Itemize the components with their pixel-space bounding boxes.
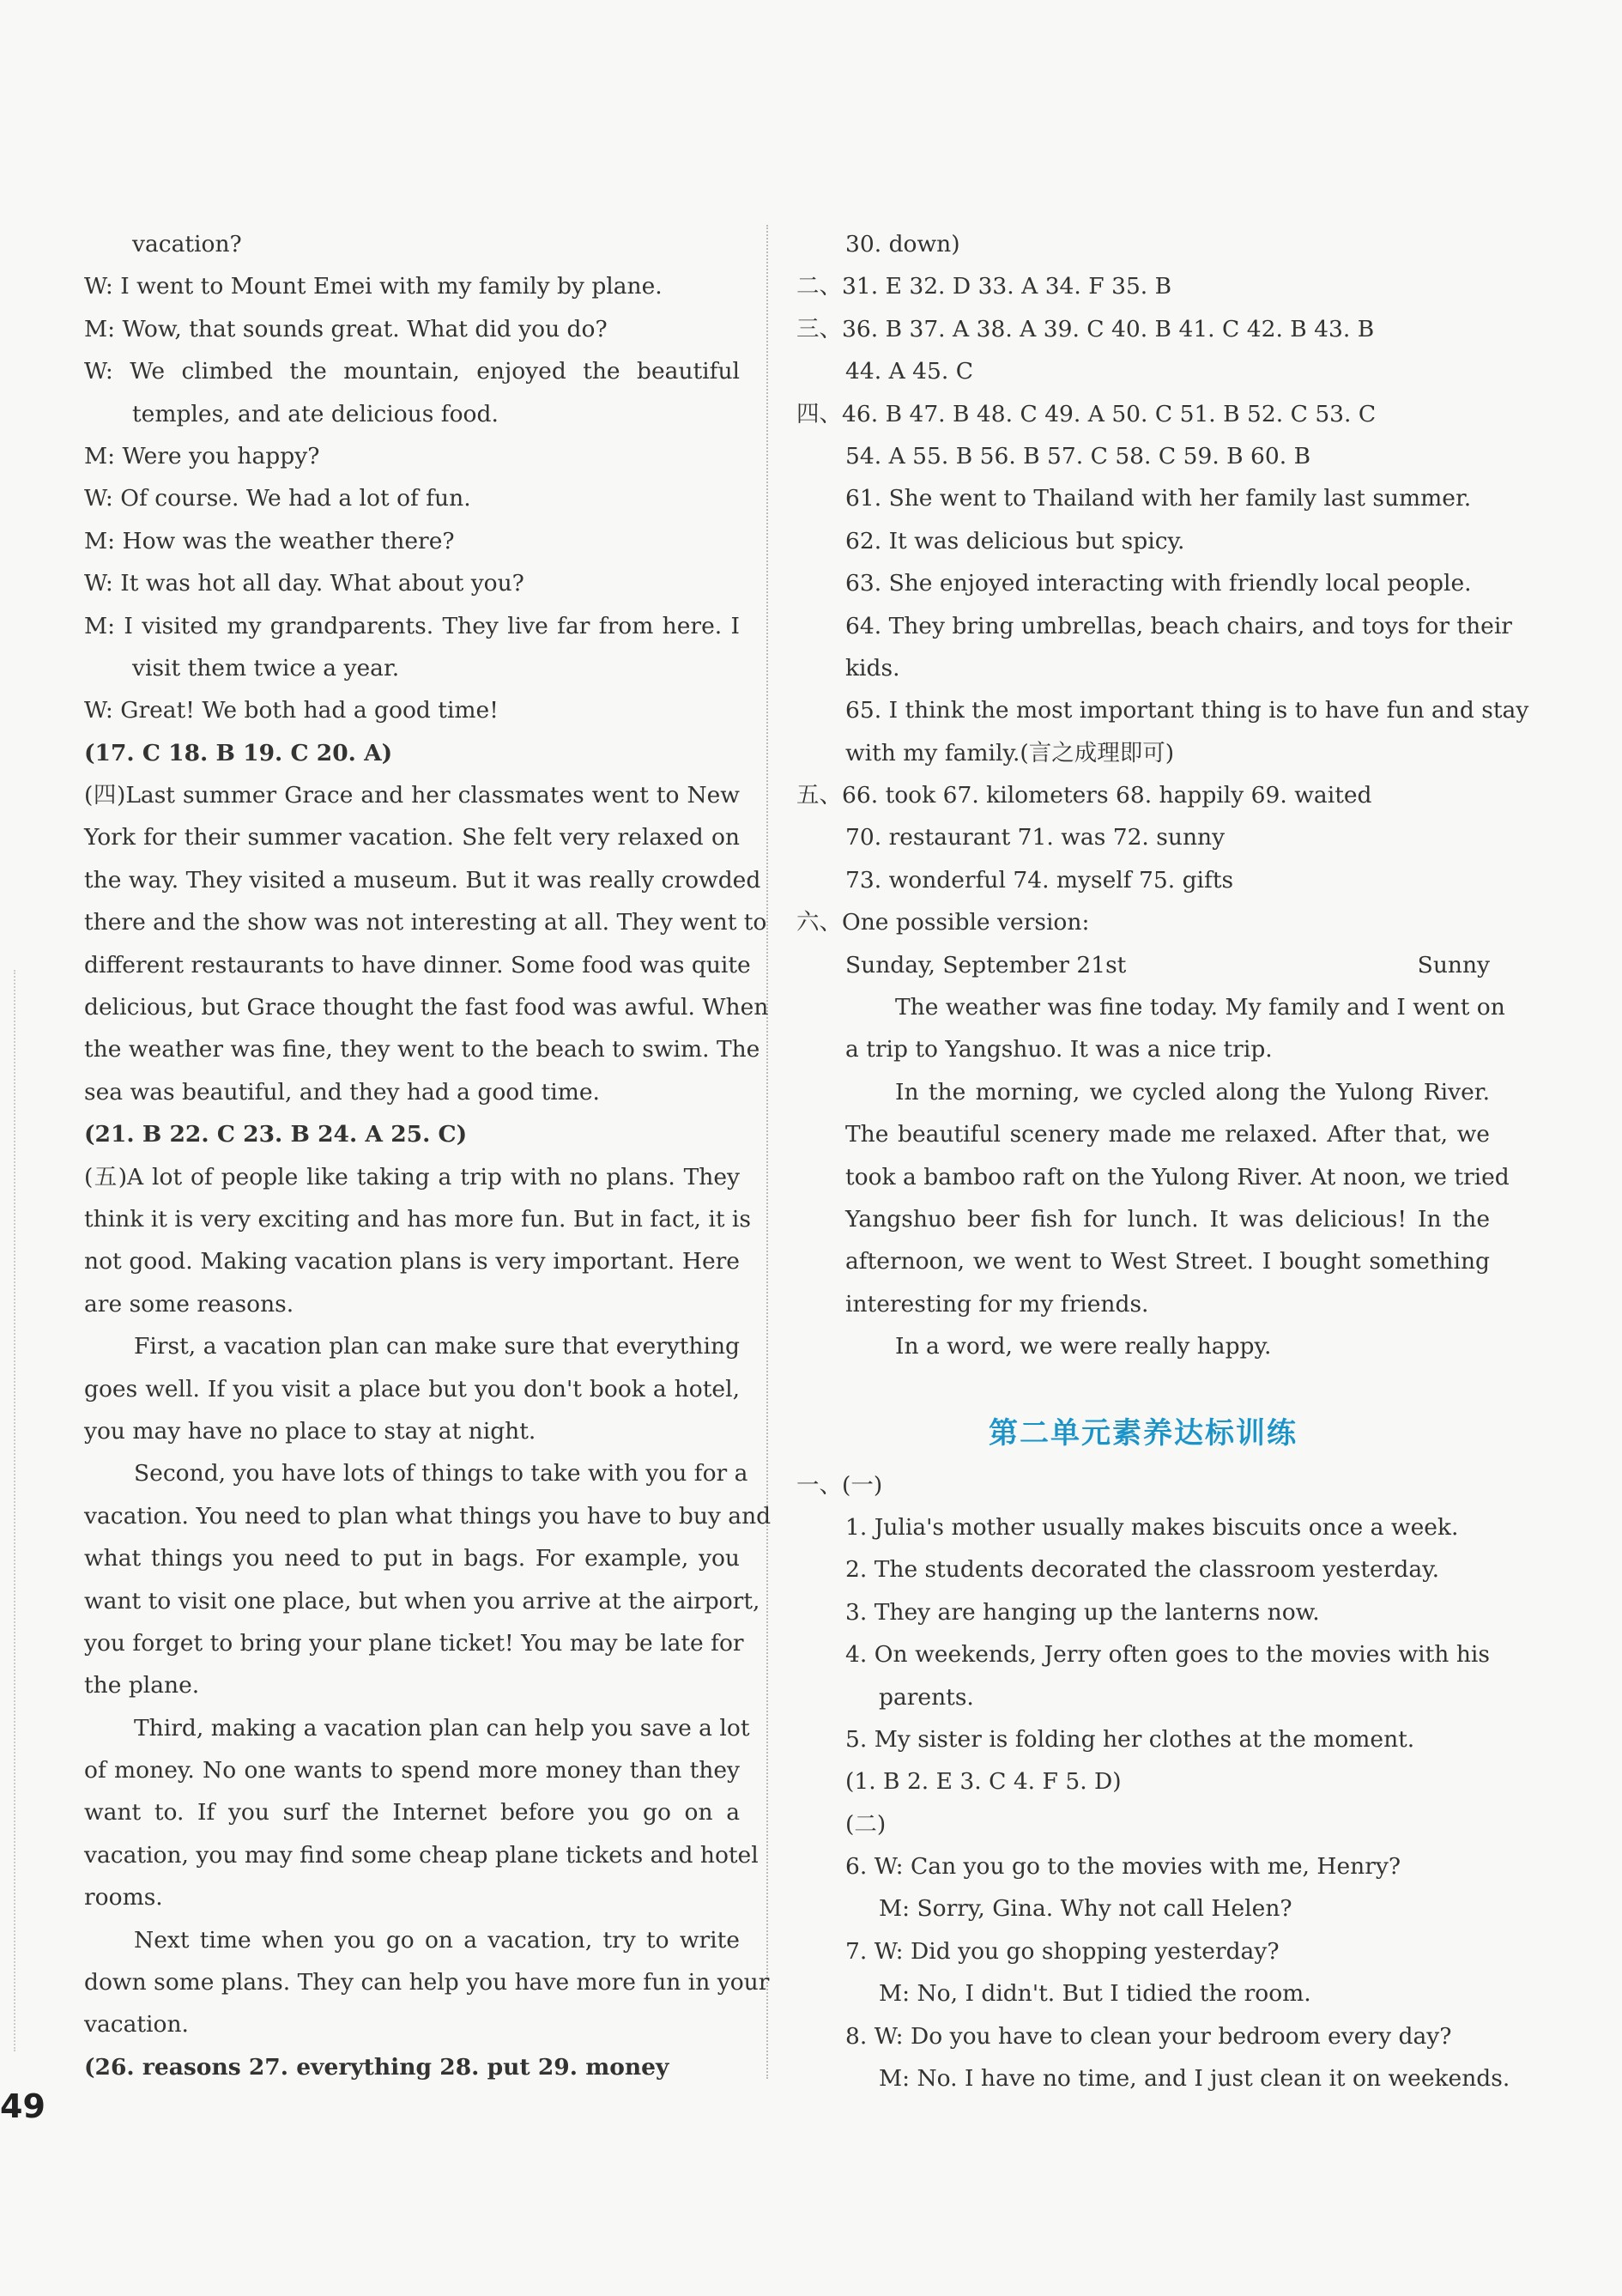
text-line: want to. If you surf the Internet before you go on a — [84, 1799, 740, 1827]
answer-line: 5. My sister is folding her clothes at the moment. — [845, 1725, 1415, 1753]
column-divider — [766, 225, 768, 2079]
answer-key: 54. A 55. B 56. B 57. C 58. C 59. B 60. B — [845, 442, 1311, 469]
text-line: a trip to Yangshuo. It was a nice trip. — [845, 1036, 1273, 1063]
text-line: M: How was the weather there? — [84, 527, 455, 554]
text-line: you forget to bring your plane ticket! You may be late for — [84, 1629, 744, 1657]
text-line: sea was beautiful, and they had a good time. — [84, 1078, 600, 1106]
text-line: the way. They visited a museum. But it was really crowded — [84, 866, 761, 894]
text-line: what things you need to put in bags. For example, you — [84, 1545, 740, 1572]
text-line: interesting for my friends. — [845, 1290, 1149, 1318]
page-number: 49 — [0, 2087, 45, 2125]
text-line: down some plans. They can help you have more fun in your — [84, 1969, 770, 1996]
dialogue-line: 6. W: Can you go to the movies with me, Henry? — [845, 1853, 1401, 1881]
text-line: took a bamboo raft on the Yulong River. At noon, we tried — [845, 1163, 1510, 1190]
text-line: First, a vacation plan can make sure that everything — [134, 1333, 740, 1360]
dialogue-line: M: No. I have no time, and I just clean it on weekends. — [879, 2065, 1510, 2093]
answer-line: 63. She enjoyed interacting with friendly local people. — [845, 570, 1472, 597]
text-line: The beautiful scenery made me relaxed. After that, we — [845, 1121, 1490, 1148]
answer-line: 2. The students decorated the classroom yesterday. — [845, 1556, 1440, 1584]
answer-line: parents. — [879, 1683, 974, 1711]
margin-dotted-line — [14, 970, 15, 2051]
answer-line: 1. Julia's mother usually makes biscuits once a week. — [845, 1513, 1459, 1541]
text-line: vacation? — [132, 231, 242, 257]
answer-line: 3. They are hanging up the lanterns now. — [845, 1598, 1320, 1626]
text-line: there and the show was not interesting at all. They went to — [84, 909, 767, 936]
diary-weather: Sunny — [1417, 951, 1490, 978]
text-line: think it is very exciting and has more fun. But in fact, it is — [84, 1205, 751, 1233]
answer-key: 73. wonderful 74. myself 75. gifts — [845, 866, 1234, 894]
text-line: W: We climbed the mountain, enjoyed the beautiful — [84, 358, 740, 385]
text-line: vacation, you may find some cheap plane tickets and hotel — [84, 1841, 759, 1869]
answer-key: (21. B 22. C 23. B 24. A 25. C) — [84, 1121, 468, 1148]
answer-key: 二、31. E 32. D 33. A 34. F 35. B — [796, 273, 1172, 300]
section-label: (二) — [845, 1810, 887, 1838]
left-column — [84, 223, 772, 2088]
text-line: rooms. — [84, 1884, 163, 1911]
answer-key: 30. down) — [845, 231, 960, 257]
diary-date: Sunday, September 21st — [845, 951, 1127, 978]
section-label: 六、One possible version: — [796, 909, 1090, 936]
text-line: vacation. — [84, 2011, 189, 2039]
answer-line: 65. I think the most important thing is to have fun and stay — [845, 697, 1529, 724]
text-line: In a word, we were really happy. — [895, 1333, 1272, 1360]
text-line: (四)Last summer Grace and her classmates went to New — [84, 782, 740, 809]
text-line: goes well. If you visit a place but you don't book a hotel, — [84, 1375, 740, 1402]
text-line: W: Of course. We had a lot of fun. — [84, 485, 471, 512]
text-line: M: Were you happy? — [84, 442, 320, 469]
text-line: the weather was fine, they went to the beach to swim. The — [84, 1036, 760, 1063]
text-line: (五)A lot of people like taking a trip with no plans. They — [84, 1163, 740, 1190]
text-line: different restaurants to have dinner. Some food was quite — [84, 951, 751, 978]
text-line: are some reasons. — [84, 1290, 294, 1318]
answer-line: kids. — [845, 654, 900, 682]
unit-heading: 第二单元素养达标训练 — [989, 1415, 1298, 1451]
dialogue-line: 8. W: Do you have to clean your bedroom every day? — [845, 2022, 1452, 2050]
text-line: Next time when you go on a vacation, try to write — [134, 1926, 740, 1954]
dialogue-line: M: No, I didn't. But I tidied the room. — [879, 1980, 1311, 2008]
text-line: delicious, but Grace thought the fast food was awful. When — [84, 994, 769, 1021]
text-line: afternoon, we went to West Street. I bought something — [845, 1248, 1490, 1275]
text-line: of money. No one wants to spend more money than they — [84, 1757, 740, 1784]
right-column — [796, 223, 1529, 2099]
text-line: York for their summer vacation. She felt very relaxed on — [84, 824, 740, 851]
answer-key: 五、66. took 67. kilometers 68. happily 69. waited — [796, 782, 1372, 809]
dialogue-line: 7. W: Did you go shopping yesterday? — [845, 1937, 1280, 1965]
text-line: The weather was fine today. My family and I went on — [895, 994, 1505, 1021]
text-line: vacation. You need to plan what things you have to buy and — [84, 1502, 772, 1530]
text-line: In the morning, we cycled along the Yulong River. — [895, 1078, 1490, 1106]
answer-line: 64. They bring umbrellas, beach chairs, and toys for their — [845, 612, 1512, 639]
answer-key: 三、36. B 37. A 38. A 39. C 40. B 41. C 42. B 43. B — [796, 315, 1375, 342]
section-label: 一、(一) — [796, 1471, 883, 1499]
text-line: the plane. — [84, 1672, 200, 1699]
text-line: M: Wow, that sounds great. What did you do? — [84, 315, 608, 342]
text-line: visit them twice a year. — [132, 654, 400, 682]
text-line: Second, you have lots of things to take with you for a — [134, 1460, 748, 1487]
text-line: want to visit one place, but when you arrive at the airport, — [84, 1587, 760, 1614]
answer-line: 61. She went to Thailand with her family last summer. — [845, 485, 1472, 512]
answer-key: 44. A 45. C — [845, 358, 973, 385]
answer-line: with my family.(言之成理即可) — [845, 739, 1175, 766]
text-line: Yangshuo beer fish for lunch. It was delicious! In the — [845, 1205, 1490, 1233]
answer-key: (26. reasons 27. everything 28. put 29. money — [84, 2053, 669, 2081]
answer-key: 四、46. B 47. B 48. C 49. A 50. C 51. B 52. C 53. C — [796, 400, 1377, 427]
text-line: W: Great! We both had a good time! — [84, 697, 499, 724]
answer-key: 70. restaurant 71. was 72. sunny — [845, 824, 1226, 851]
answer-line: 4. On weekends, Jerry often goes to the movies with his — [845, 1641, 1490, 1669]
text-line: W: It was hot all day. What about you? — [84, 570, 524, 597]
dialogue-line: M: Sorry, Gina. Why not call Helen? — [879, 1895, 1292, 1923]
answer-key: (1. B 2. E 3. C 4. F 5. D) — [845, 1768, 1122, 1796]
answer-key: (17. C 18. B 19. C 20. A) — [84, 739, 393, 766]
text-line: you may have no place to stay at night. — [84, 1417, 536, 1445]
diary-date-line — [796, 944, 1490, 986]
text-line: temples, and ate delicious food. — [132, 400, 499, 427]
answer-line: 62. It was delicious but spicy. — [845, 527, 1185, 554]
text-line: M: I visited my grandparents. They live far from here. I — [84, 612, 740, 639]
text-line: Third, making a vacation plan can help you save a lot — [134, 1714, 750, 1742]
text-line: W: I went to Mount Emei with my family by plane. — [84, 273, 663, 300]
text-line: not good. Making vacation plans is very important. Here — [84, 1248, 740, 1275]
